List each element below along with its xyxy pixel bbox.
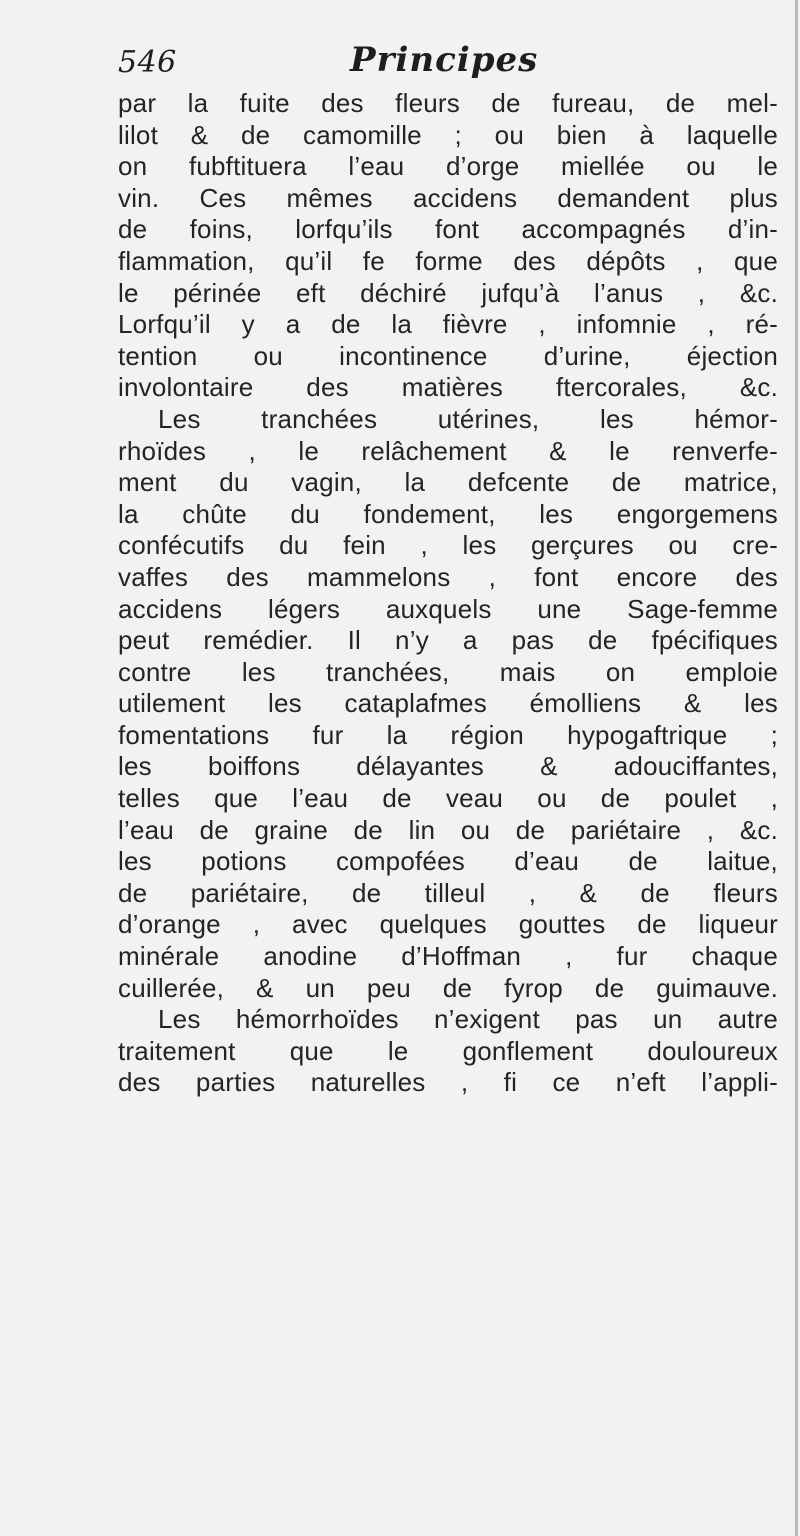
text-line: l’eau de graine de lin ou de pariétaire , &c.: [118, 814, 778, 845]
text-line: ment du vagin, la defcente de matrice,: [118, 467, 778, 498]
text-line: tention ou incontinence d’urine, éjection: [118, 340, 778, 371]
body-text: [118, 88, 778, 1099]
text-line: d’orange , avec quelques gouttes de liqueur: [118, 909, 778, 940]
page-number: 546: [118, 45, 177, 80]
text-line: on fubftituera l’eau d’orge miellée ou le: [118, 151, 778, 182]
text-line: le périnée eft déchiré jufqu’à l’anus , &c.: [118, 277, 778, 308]
text-line: lilot & de camomille ; ou bien à laquelle: [118, 119, 778, 150]
text-line: rhoïdes , le relâchement & le renverfe-: [118, 435, 778, 466]
text-line: flammation, qu’il fe forme des dépôts , que: [118, 245, 778, 276]
text-line: les potions compofées d’eau de laitue,: [118, 846, 778, 877]
text-line: des parties naturelles , fi ce n’eft l’appli-: [118, 1067, 778, 1098]
text-line: telles que l’eau de veau ou de poulet ,: [118, 783, 778, 814]
text-line: cuillerée, & un peu de fyrop de guimauve.: [118, 972, 778, 1003]
text-line: Les tranchées utérines, les hémor-: [158, 403, 778, 434]
text-line: vaffes des mammelons , font encore des: [118, 561, 778, 592]
text-line: accidens légers auxquels une Sage-femme: [118, 593, 778, 624]
text-line: Lorfqu’il y a de la fièvre , infomnie , ré-: [118, 309, 778, 340]
text-line: les boiffons délayantes & adouciffantes,: [118, 751, 778, 782]
text-line: fomentations fur la région hypogaftrique ;: [118, 719, 778, 750]
text-line: utilement les cataplafmes émolliens & les: [118, 688, 778, 719]
text-line: de foins, lorfqu’ils font accompagnés d’in-: [118, 214, 778, 245]
page-header: [118, 40, 778, 92]
text-line: de pariétaire, de tilleul , & de fleurs: [118, 877, 778, 908]
text-line: contre les tranchées, mais on emploie: [118, 656, 778, 687]
text-line: traitement que le gonflement douloureux: [118, 1035, 778, 1066]
page-edge-line: [795, 0, 798, 1536]
text-line: Les hémorrhoïdes n’exigent pas un autre: [158, 1004, 778, 1035]
running-title: Principes: [350, 40, 539, 80]
text-line: minérale anodine d’Hoffman , fur chaque: [118, 941, 778, 972]
text-line: involontaire des matières ftercorales, &c.: [118, 372, 778, 403]
text-line: par la fuite des fleurs de fureau, de mel-: [118, 88, 778, 118]
text-line: vin. Ces mêmes accidens demandent plus: [118, 182, 778, 213]
text-line: peut remédier. Il n’y a pas de fpécifiques: [118, 625, 778, 656]
text-line: confécutifs du fein , les gerçures ou cre-: [118, 530, 778, 561]
text-line: la chûte du fondement, les engorgemens: [118, 498, 778, 529]
